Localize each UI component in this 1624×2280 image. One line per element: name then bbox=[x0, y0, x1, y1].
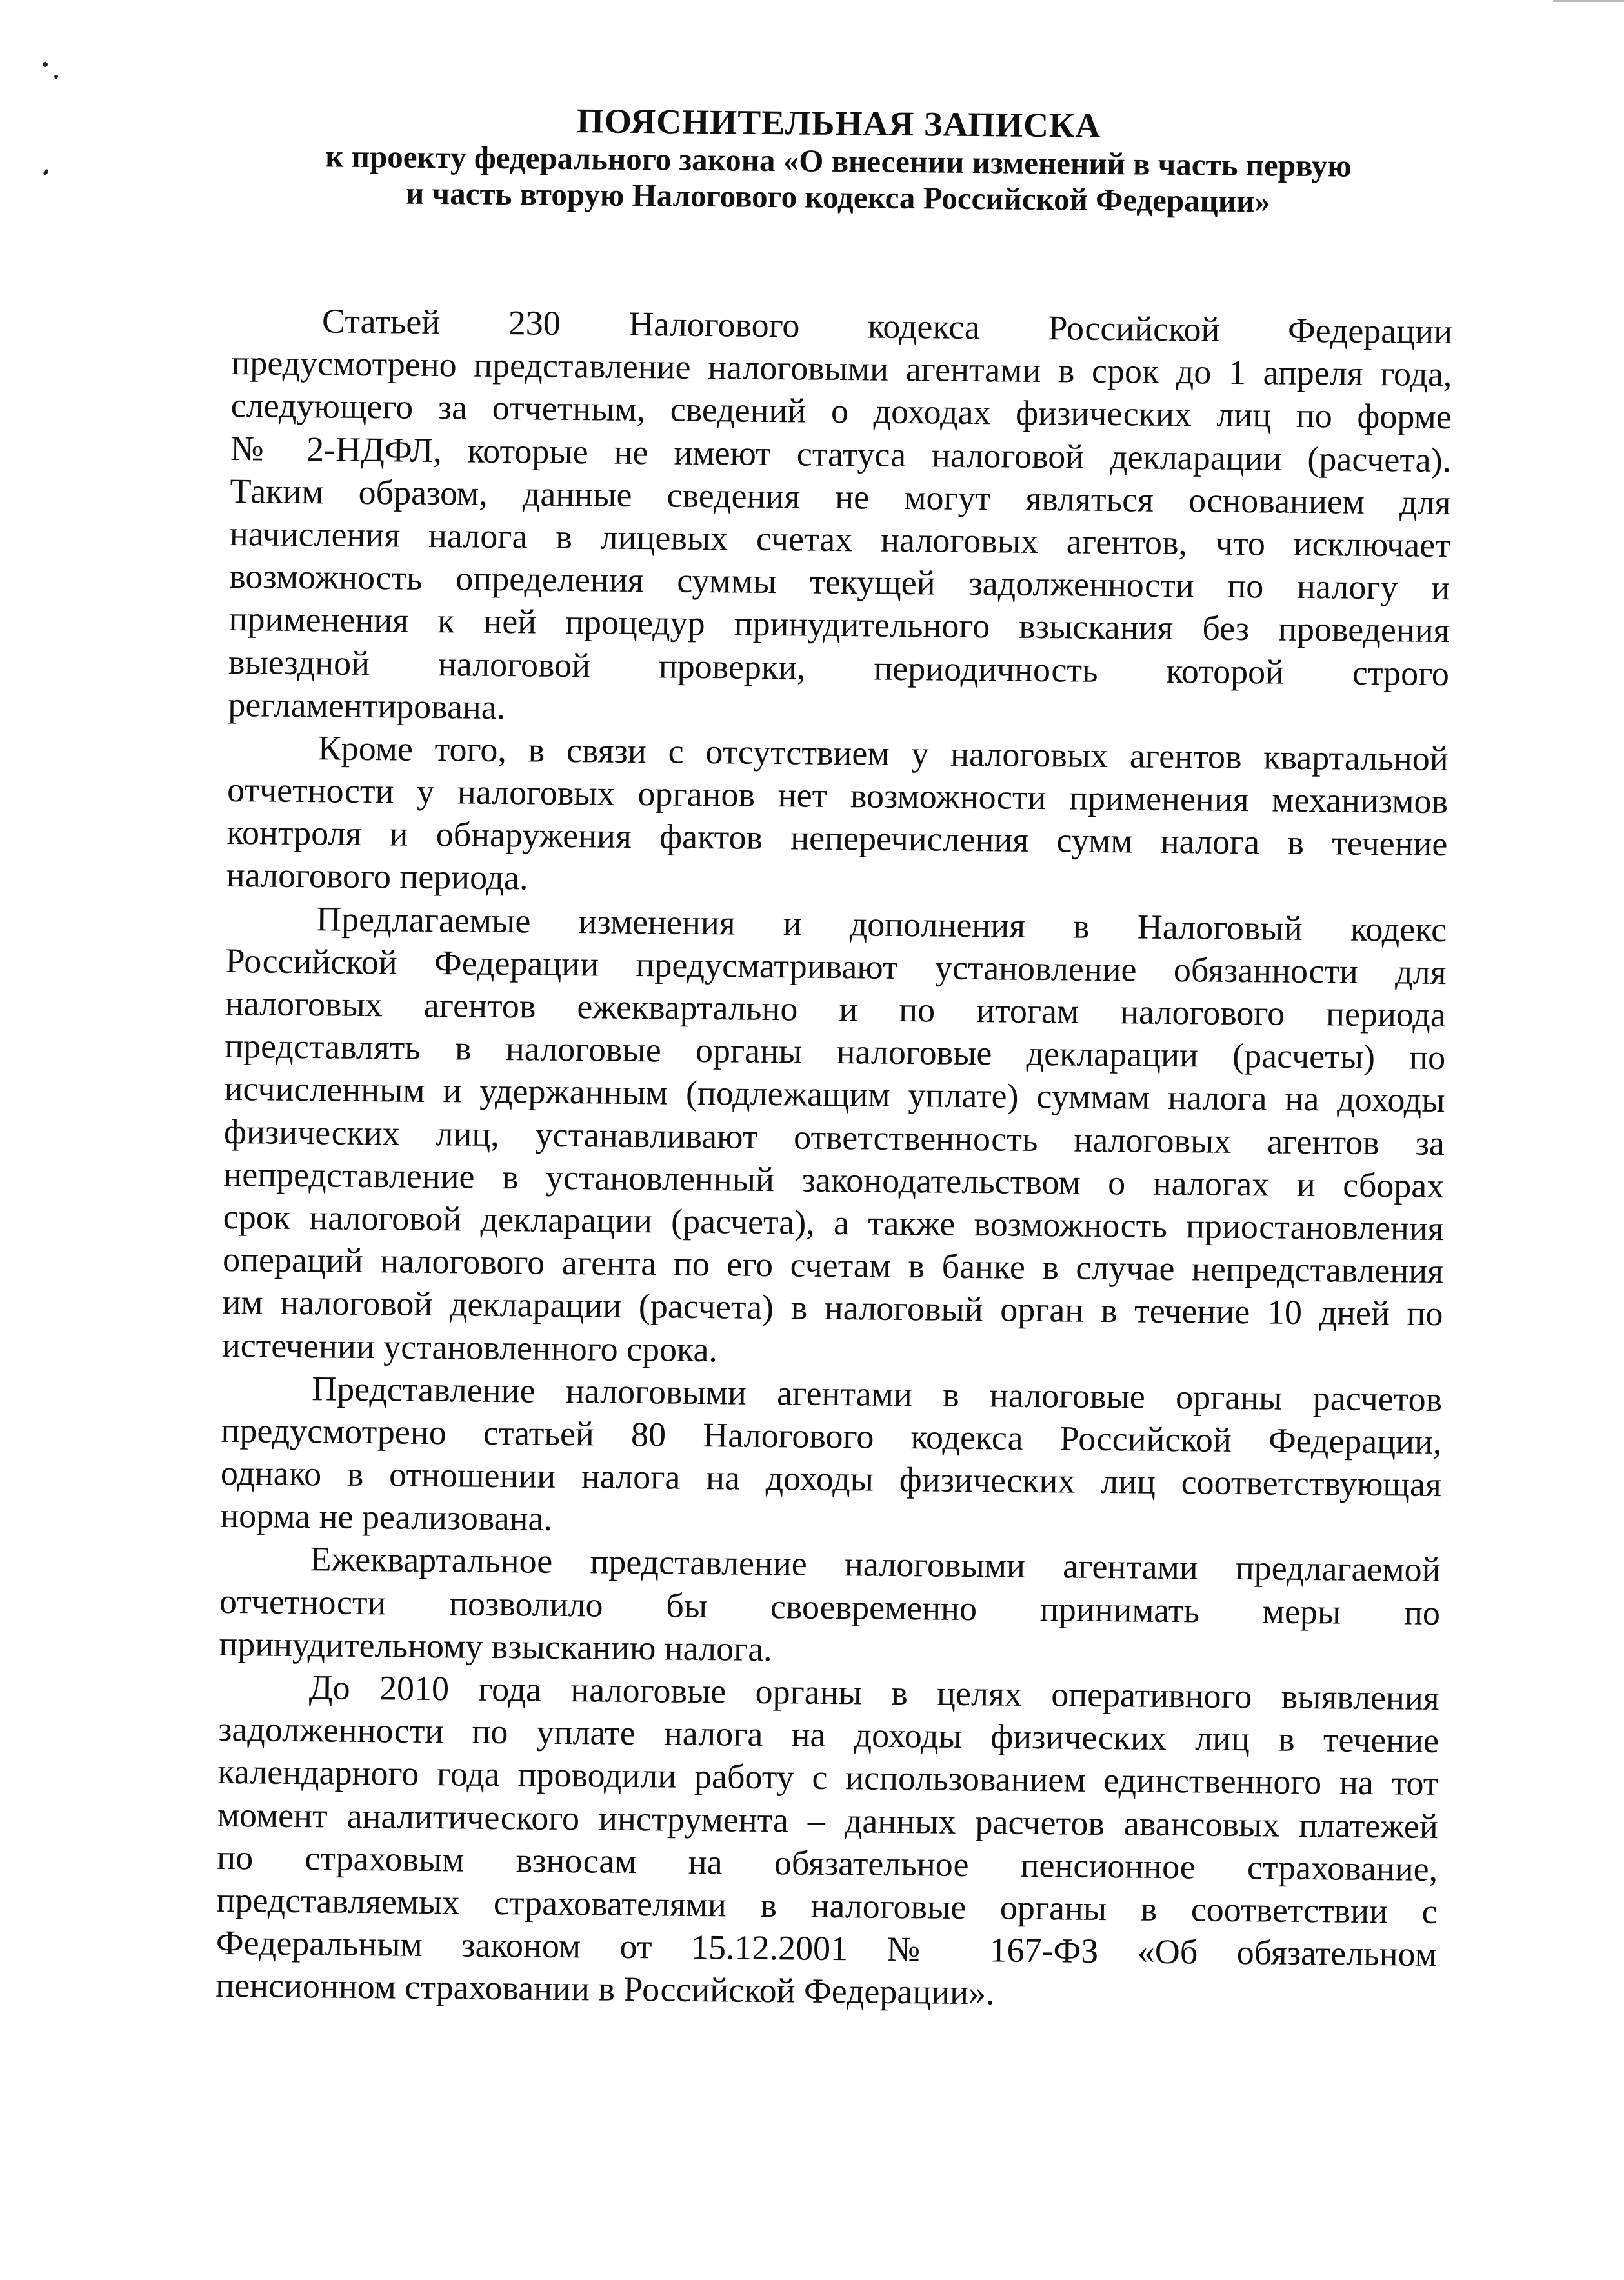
document-title: ПОЯСНИТЕЛЬНАЯ ЗАПИСКА bbox=[576, 101, 1101, 145]
text-line: физических лиц, устанавливают ответственность налоговых агентов за bbox=[223, 1112, 1445, 1163]
text-line: контроля и обнаружения фактов неперечисления сумм налога в течение bbox=[226, 813, 1448, 864]
text-line: истечении установленного срока. bbox=[221, 1325, 718, 1369]
text-line: Представление налоговыми агентами в налоговые органы расчетов bbox=[311, 1368, 1443, 1419]
text-line: предусмотрено статьей 80 Налогового кодекса Российской Федерации, bbox=[221, 1410, 1442, 1461]
text-line: отчетности позволило бы своевременно принимать меры по bbox=[219, 1581, 1441, 1632]
text-line: однако в отношении налога на доходы физических лиц соответствующая bbox=[220, 1453, 1442, 1505]
text-line: срок налоговой декларации (расчета), а также возможность приостановления bbox=[223, 1197, 1444, 1248]
text-line: представляемых страхователями в налоговые органы в соответствии с bbox=[216, 1880, 1438, 1931]
text-line: момент аналитического инструмента – данных расчетов авансовых платежей bbox=[217, 1795, 1439, 1846]
paragraph bbox=[228, 299, 1452, 737]
text-line: следующего за отчетным, сведений о доходах физических лиц по форме bbox=[230, 386, 1452, 437]
paragraph bbox=[220, 1366, 1442, 1549]
paragraph bbox=[216, 1665, 1439, 2019]
text-line: возможность определения суммы текущей задолженности по налогу и bbox=[229, 557, 1450, 608]
text-line: представлять в налоговые органы налоговые декларации (расчеты) по bbox=[225, 1026, 1446, 1077]
text-line: принудительному взысканию налога. bbox=[219, 1624, 773, 1668]
text-line: задолженности по уплате налога на доходы физических лиц в течение bbox=[217, 1710, 1439, 1761]
text-line: регламентирована. bbox=[228, 685, 506, 726]
scan-edge-mark bbox=[1553, 0, 1624, 2]
text-line: календарного года проводили работу с использованием единственного на тот bbox=[217, 1752, 1439, 1803]
text-line: Ежеквартальное представление налоговыми агентами предлагаемой bbox=[310, 1539, 1441, 1590]
text-line: начисления налога в лицевых счетах налоговых агентов, что исключает bbox=[229, 514, 1451, 565]
paragraph bbox=[222, 897, 1447, 1378]
text-line: Таким образом, данные сведения не могут являться основанием для bbox=[230, 471, 1451, 522]
document-header bbox=[193, 97, 1485, 221]
paragraph bbox=[219, 1537, 1441, 1677]
text-line: норма не реализована. bbox=[220, 1496, 553, 1539]
text-line: операций налогового агента по его счетам в банке в случае непредставления bbox=[222, 1240, 1444, 1291]
text-line: № 2-НДФЛ, которые не имеют статуса налоговой декларации (расчета). bbox=[230, 428, 1452, 479]
text-line: исчисленным и удержанным (подлежащим уплате) суммам налога на доходы bbox=[224, 1069, 1445, 1120]
paragraph bbox=[226, 726, 1449, 908]
document-body bbox=[216, 299, 1452, 2019]
document-subtitle-line: к проекту федерального закона «О внесении изменений в часть первую bbox=[325, 138, 1352, 184]
text-line: непредставление в установленный законодательством о налогах и сборах bbox=[223, 1154, 1445, 1205]
text-line: предусмотрено представление налоговыми агентами в срок до 1 апреля года, bbox=[231, 343, 1452, 394]
document-subtitle-line: и часть вторую Налогового кодекса Российской Федерации» bbox=[405, 175, 1271, 219]
text-line: применения к ней процедур принудительного взыскания без проведения bbox=[228, 599, 1450, 650]
text-line: выездной налоговой проверки, периодичность которой строго bbox=[228, 642, 1450, 693]
text-line: Федеральным законом от 15.12.2001 № 167-ФЗ «Об обязательном bbox=[216, 1923, 1438, 1974]
text-line: До 2010 года налоговые органы в целях оперативного выявления bbox=[308, 1668, 1439, 1718]
text-line: налогового периода. bbox=[226, 855, 528, 897]
text-line: пенсионном страховании в Российской Федерации». bbox=[216, 1966, 995, 2012]
text-line: им налоговой декларации (расчета) в налоговый орган в течение 10 дней по bbox=[222, 1283, 1443, 1334]
text-line: Предлагаемые изменения и дополнения в Налоговый кодекс bbox=[316, 899, 1447, 949]
text-line: Кроме того, в связи с отсутствием у налоговых агентов квартальной bbox=[317, 728, 1449, 778]
text-line: отчетности у налоговых органов нет возможности применения механизмов bbox=[226, 770, 1449, 821]
text-line: по страховым взносам на обязательное пенсионное страхование, bbox=[216, 1837, 1438, 1888]
text-line: Российской Федерации предусматривают установление обязанности для bbox=[225, 941, 1447, 992]
text-line: налоговых агентов ежеквартально и по итогам налогового периода bbox=[225, 983, 1447, 1035]
text-line: Статьей 230 Налогового кодекса Российской Федерации bbox=[321, 301, 1453, 352]
